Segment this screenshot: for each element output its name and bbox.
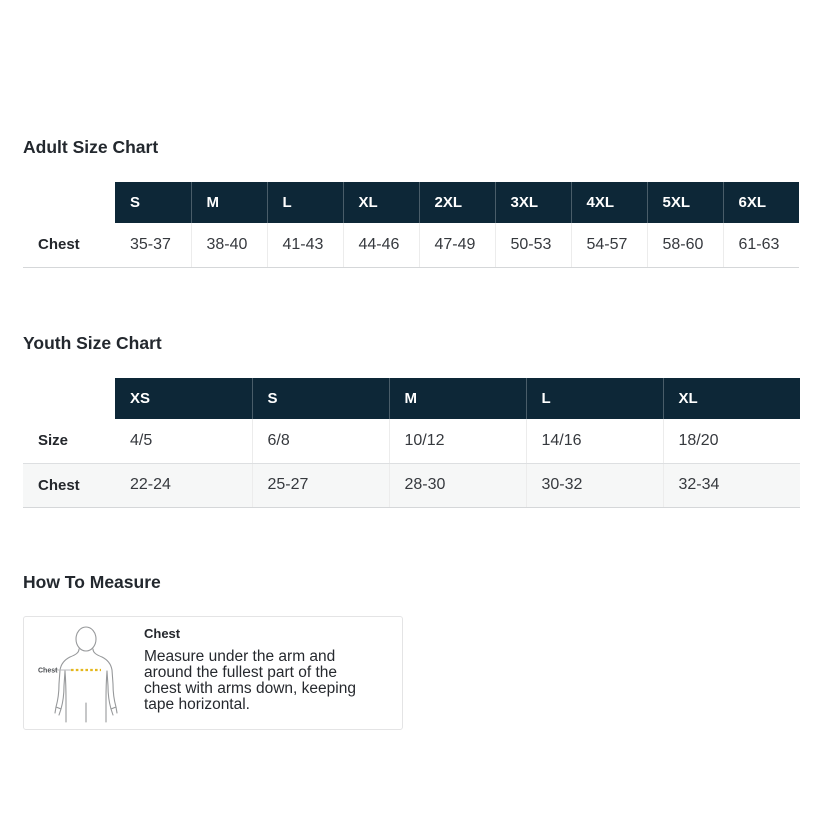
size-value-cell: 35-37 <box>115 223 191 267</box>
youth-size-table <box>23 378 800 508</box>
size-value-cell: 18/20 <box>663 419 800 463</box>
row-label: Chest <box>23 463 115 507</box>
size-value-cell: 54-57 <box>571 223 647 267</box>
size-value-cell: 25-27 <box>252 463 389 507</box>
size-value-cell: 61-63 <box>723 223 799 267</box>
size-column-header: M <box>389 378 526 419</box>
measure-item-label: Chest <box>144 626 181 641</box>
size-value-cell: 47-49 <box>419 223 495 267</box>
size-value-cell: 30-32 <box>526 463 663 507</box>
size-value-cell: 38-40 <box>191 223 267 267</box>
size-value-cell: 50-53 <box>495 223 571 267</box>
description-line: tape horizontal. <box>144 696 250 713</box>
table-row <box>23 419 800 463</box>
size-value-cell: 44-46 <box>343 223 419 267</box>
size-value-cell: 14/16 <box>526 419 663 463</box>
table-corner-cell <box>23 182 115 223</box>
size-value-cell: 41-43 <box>267 223 343 267</box>
description-line: chest with arms down, keeping <box>144 680 356 697</box>
table-row <box>23 223 799 267</box>
size-column-header: 6XL <box>723 182 799 223</box>
size-value-cell: 4/5 <box>115 419 252 463</box>
size-column-header: 2XL <box>419 182 495 223</box>
size-value-cell: 58-60 <box>647 223 723 267</box>
size-value-cell: 32-34 <box>663 463 800 507</box>
illustration-chest-label: Chest <box>38 667 58 675</box>
adult-size-table <box>23 182 799 268</box>
size-value-cell: 6/8 <box>252 419 389 463</box>
size-value-cell: 22-24 <box>115 463 252 507</box>
measure-item-description <box>144 649 396 713</box>
size-column-header: L <box>526 378 663 419</box>
youth-size-chart-title: Youth Size Chart <box>23 333 162 353</box>
size-column-header: L <box>267 182 343 223</box>
measure-card <box>23 616 403 730</box>
table-row <box>23 463 800 507</box>
size-column-header: S <box>115 182 191 223</box>
size-column-header: XL <box>663 378 800 419</box>
size-column-header: XL <box>343 182 419 223</box>
size-column-header: M <box>191 182 267 223</box>
size-column-header: XS <box>115 378 252 419</box>
size-value-cell: 28-30 <box>389 463 526 507</box>
size-value-cell: 10/12 <box>389 419 526 463</box>
size-column-header: S <box>252 378 389 419</box>
size-column-header: 5XL <box>647 182 723 223</box>
how-to-measure-title: How To Measure <box>23 572 161 592</box>
description-line: Measure under the arm and <box>144 648 336 665</box>
description-line: around the fullest part of the <box>144 664 338 681</box>
table-corner-cell <box>23 378 115 419</box>
row-label: Size <box>23 419 115 463</box>
chest-measure-illustration <box>38 624 130 723</box>
size-column-header: 4XL <box>571 182 647 223</box>
measure-text-block <box>144 626 396 713</box>
size-column-header: 3XL <box>495 182 571 223</box>
row-label: Chest <box>23 223 115 267</box>
adult-size-chart-title: Adult Size Chart <box>23 137 159 157</box>
